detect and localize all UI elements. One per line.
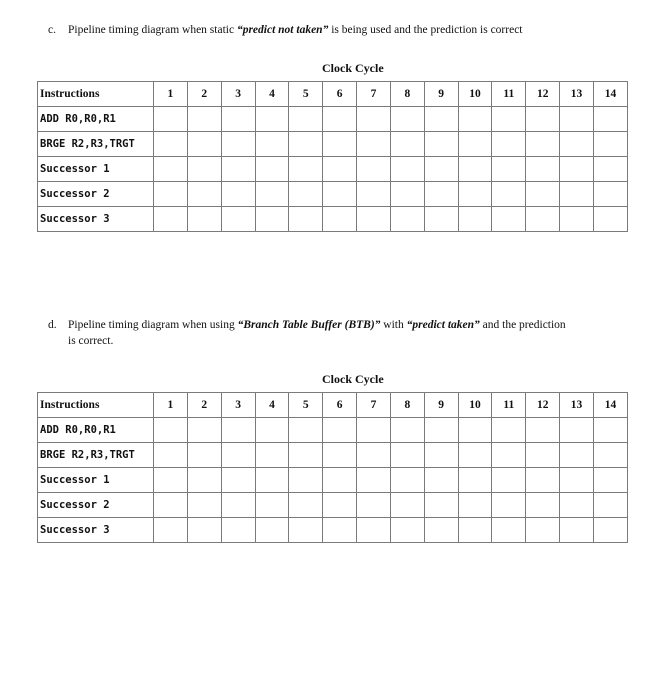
timing-cell[interactable]: [154, 157, 188, 182]
timing-cell[interactable]: [255, 468, 289, 493]
timing-cell[interactable]: [390, 518, 424, 543]
timing-cell[interactable]: [154, 518, 188, 543]
timing-cell[interactable]: [255, 493, 289, 518]
timing-cell[interactable]: [390, 418, 424, 443]
timing-cell[interactable]: [187, 182, 221, 207]
cycle-header: 8: [390, 393, 424, 418]
timing-cell[interactable]: [357, 443, 391, 468]
timing-cell[interactable]: [357, 207, 391, 232]
timing-cell[interactable]: [221, 468, 255, 493]
timing-cell[interactable]: [221, 182, 255, 207]
timing-cell[interactable]: [424, 493, 458, 518]
timing-cell[interactable]: [323, 157, 357, 182]
timing-cell[interactable]: [458, 493, 492, 518]
timing-cell[interactable]: [560, 468, 594, 493]
cycle-header: 1: [154, 393, 188, 418]
timing-cell[interactable]: [221, 107, 255, 132]
cycle-header: 9: [424, 393, 458, 418]
timing-cell[interactable]: [357, 493, 391, 518]
table-row: [38, 518, 628, 543]
header-row: [38, 393, 628, 418]
timing-cell[interactable]: [560, 443, 594, 468]
timing-cell[interactable]: [458, 443, 492, 468]
pipeline-table-d: [37, 392, 628, 543]
table-row: [38, 107, 628, 132]
timing-cell[interactable]: [526, 493, 560, 518]
timing-cell[interactable]: [255, 418, 289, 443]
timing-cell[interactable]: [526, 132, 560, 157]
cycle-header: 6: [323, 82, 357, 107]
timing-cell[interactable]: [255, 518, 289, 543]
timing-cell[interactable]: [593, 443, 627, 468]
cycle-header: 12: [526, 393, 560, 418]
timing-cell[interactable]: [492, 107, 526, 132]
timing-cell[interactable]: [593, 468, 627, 493]
cycle-header: 4: [255, 82, 289, 107]
timing-cell[interactable]: [424, 468, 458, 493]
timing-cell[interactable]: [492, 468, 526, 493]
timing-cell[interactable]: [593, 182, 627, 207]
cycle-header: 11: [492, 82, 526, 107]
instruction-label: Successor 3: [38, 207, 154, 232]
timing-cell[interactable]: [593, 518, 627, 543]
timing-cell[interactable]: [458, 207, 492, 232]
instructions-header: Instructions: [38, 393, 154, 418]
section-c-heading: [48, 22, 523, 38]
cycle-header: 8: [390, 82, 424, 107]
timing-cell[interactable]: [492, 207, 526, 232]
timing-cell[interactable]: [154, 468, 188, 493]
timing-cell[interactable]: [221, 443, 255, 468]
timing-cell[interactable]: [323, 418, 357, 443]
timing-cell[interactable]: [492, 443, 526, 468]
timing-cell[interactable]: [323, 493, 357, 518]
timing-cell[interactable]: [187, 468, 221, 493]
timing-cell[interactable]: [357, 518, 391, 543]
cycle-header: 7: [357, 82, 391, 107]
cycle-header: 11: [492, 393, 526, 418]
instructions-header: Instructions: [38, 82, 154, 107]
timing-cell[interactable]: [154, 182, 188, 207]
timing-cell[interactable]: [357, 107, 391, 132]
instruction-label: ADD R0,R0,R1: [38, 107, 154, 132]
cycle-header: 13: [560, 393, 594, 418]
timing-cell[interactable]: [154, 207, 188, 232]
timing-cell[interactable]: [492, 493, 526, 518]
section-c-text-end: is being used and the prediction is correct: [328, 24, 523, 36]
timing-cell[interactable]: [593, 157, 627, 182]
section-d-emphasis-taken: “predict taken”: [406, 319, 480, 331]
instruction-label: BRGE R2,R3,TRGT: [38, 132, 154, 157]
cycle-header: 14: [593, 393, 627, 418]
timing-cell[interactable]: [154, 443, 188, 468]
table-row: [38, 157, 628, 182]
header-row: [38, 82, 628, 107]
section-d-emphasis-btb: “Branch Table Buffer (BTB)”: [237, 319, 381, 331]
section-d-text: Pipeline timing diagram when using: [68, 319, 238, 331]
timing-cell[interactable]: [357, 418, 391, 443]
timing-cell[interactable]: [390, 493, 424, 518]
timing-cell[interactable]: [492, 157, 526, 182]
timing-cell[interactable]: [221, 207, 255, 232]
timing-cell[interactable]: [593, 493, 627, 518]
timing-cell[interactable]: [458, 418, 492, 443]
timing-cell[interactable]: [526, 182, 560, 207]
timing-cell[interactable]: [221, 493, 255, 518]
timing-cell[interactable]: [221, 157, 255, 182]
timing-cell[interactable]: [593, 107, 627, 132]
timing-cell[interactable]: [526, 418, 560, 443]
timing-cell[interactable]: [424, 443, 458, 468]
timing-cell[interactable]: [221, 418, 255, 443]
timing-cell[interactable]: [526, 518, 560, 543]
cycle-header: 13: [560, 82, 594, 107]
timing-cell[interactable]: [187, 443, 221, 468]
timing-cell[interactable]: [424, 132, 458, 157]
timing-cell[interactable]: [187, 157, 221, 182]
timing-cell[interactable]: [221, 132, 255, 157]
timing-cell[interactable]: [526, 107, 560, 132]
timing-cell[interactable]: [526, 207, 560, 232]
timing-cell[interactable]: [323, 132, 357, 157]
timing-cell[interactable]: [560, 157, 594, 182]
timing-cell[interactable]: [424, 207, 458, 232]
instruction-label: Successor 1: [38, 157, 154, 182]
timing-cell[interactable]: [187, 518, 221, 543]
table-row: [38, 468, 628, 493]
timing-cell[interactable]: [458, 157, 492, 182]
cycle-header: 3: [221, 393, 255, 418]
section-c-letter: c.: [48, 24, 56, 36]
timing-cell[interactable]: [323, 468, 357, 493]
timing-cell[interactable]: [492, 518, 526, 543]
timing-cell[interactable]: [390, 132, 424, 157]
timing-cell[interactable]: [255, 132, 289, 157]
instruction-label: BRGE R2,R3,TRGT: [38, 443, 154, 468]
timing-cell[interactable]: [390, 468, 424, 493]
timing-cell[interactable]: [458, 182, 492, 207]
timing-cell[interactable]: [390, 207, 424, 232]
timing-cell[interactable]: [289, 518, 323, 543]
section-c-text: Pipeline timing diagram when static: [68, 24, 237, 36]
timing-cell[interactable]: [289, 207, 323, 232]
timing-cell[interactable]: [390, 107, 424, 132]
table-row: [38, 182, 628, 207]
section-d-text-line2: is correct.: [68, 335, 114, 347]
timing-cell[interactable]: [424, 107, 458, 132]
table-row: [38, 418, 628, 443]
timing-cell[interactable]: [492, 182, 526, 207]
timing-cell[interactable]: [323, 443, 357, 468]
cycle-header: 7: [357, 393, 391, 418]
cycle-header: 3: [221, 82, 255, 107]
cycle-header: 4: [255, 393, 289, 418]
instruction-label: Successor 3: [38, 518, 154, 543]
cycle-header: 10: [458, 393, 492, 418]
timing-cell[interactable]: [255, 443, 289, 468]
timing-cell[interactable]: [357, 182, 391, 207]
timing-cell[interactable]: [357, 157, 391, 182]
timing-cell[interactable]: [526, 443, 560, 468]
timing-cell[interactable]: [424, 518, 458, 543]
timing-cell[interactable]: [289, 182, 323, 207]
section-d-text-end: and the prediction: [479, 319, 566, 331]
cycle-header: 5: [289, 393, 323, 418]
timing-cell[interactable]: [187, 418, 221, 443]
timing-cell[interactable]: [187, 107, 221, 132]
timing-cell[interactable]: [560, 418, 594, 443]
timing-cell[interactable]: [187, 493, 221, 518]
timing-cell[interactable]: [323, 107, 357, 132]
timing-cell[interactable]: [357, 468, 391, 493]
cycle-header: 1: [154, 82, 188, 107]
timing-cell[interactable]: [289, 418, 323, 443]
table-row: [38, 207, 628, 232]
instruction-label: Successor 2: [38, 493, 154, 518]
timing-cell[interactable]: [492, 418, 526, 443]
timing-cell[interactable]: [289, 132, 323, 157]
timing-cell[interactable]: [221, 518, 255, 543]
timing-cell[interactable]: [424, 157, 458, 182]
timing-cell[interactable]: [560, 518, 594, 543]
instruction-label: Successor 1: [38, 468, 154, 493]
timing-cell[interactable]: [357, 132, 391, 157]
table-row: [38, 132, 628, 157]
timing-cell[interactable]: [289, 493, 323, 518]
timing-cell[interactable]: [593, 132, 627, 157]
timing-cell[interactable]: [593, 207, 627, 232]
timing-cell[interactable]: [526, 468, 560, 493]
timing-cell[interactable]: [390, 182, 424, 207]
section-d-text-mid: with: [380, 319, 407, 331]
instruction-label: ADD R0,R0,R1: [38, 418, 154, 443]
timing-cell[interactable]: [154, 418, 188, 443]
timing-cell[interactable]: [289, 157, 323, 182]
timing-cell[interactable]: [424, 182, 458, 207]
timing-cell[interactable]: [526, 157, 560, 182]
timing-cell[interactable]: [424, 418, 458, 443]
section-d-clock-cycle-label: Clock Cycle: [322, 372, 384, 386]
timing-cell[interactable]: [255, 207, 289, 232]
timing-cell[interactable]: [255, 107, 289, 132]
timing-cell[interactable]: [593, 418, 627, 443]
table-row: [38, 443, 628, 468]
timing-cell[interactable]: [187, 132, 221, 157]
section-d-letter: d.: [48, 319, 57, 331]
cycle-header: 5: [289, 82, 323, 107]
timing-cell[interactable]: [458, 468, 492, 493]
timing-cell[interactable]: [323, 207, 357, 232]
cycle-header: 10: [458, 82, 492, 107]
table-row: [38, 493, 628, 518]
timing-cell[interactable]: [289, 107, 323, 132]
timing-cell[interactable]: [323, 182, 357, 207]
section-c-clock-cycle-label: Clock Cycle: [322, 61, 384, 75]
timing-cell[interactable]: [390, 443, 424, 468]
timing-cell[interactable]: [323, 518, 357, 543]
timing-cell[interactable]: [154, 132, 188, 157]
timing-cell[interactable]: [560, 493, 594, 518]
cycle-header: 2: [187, 393, 221, 418]
timing-cell[interactable]: [560, 132, 594, 157]
cycle-header: 6: [323, 393, 357, 418]
timing-cell[interactable]: [458, 132, 492, 157]
timing-cell[interactable]: [154, 493, 188, 518]
timing-cell[interactable]: [154, 107, 188, 132]
cycle-header: 9: [424, 82, 458, 107]
cycle-header: 14: [593, 82, 627, 107]
section-d-heading: [48, 317, 566, 349]
timing-cell[interactable]: [390, 157, 424, 182]
timing-cell[interactable]: [560, 107, 594, 132]
section-c-emphasis: “predict not taken”: [236, 24, 329, 36]
timing-cell[interactable]: [458, 107, 492, 132]
timing-cell[interactable]: [255, 182, 289, 207]
timing-cell[interactable]: [289, 468, 323, 493]
cycle-header: 2: [187, 82, 221, 107]
timing-cell[interactable]: [560, 207, 594, 232]
instruction-label: Successor 2: [38, 182, 154, 207]
timing-cell[interactable]: [255, 157, 289, 182]
cycle-header: 12: [526, 82, 560, 107]
timing-cell[interactable]: [458, 518, 492, 543]
timing-cell[interactable]: [492, 132, 526, 157]
pipeline-table-c: [37, 81, 628, 232]
timing-cell[interactable]: [187, 207, 221, 232]
timing-cell[interactable]: [289, 443, 323, 468]
timing-cell[interactable]: [560, 182, 594, 207]
